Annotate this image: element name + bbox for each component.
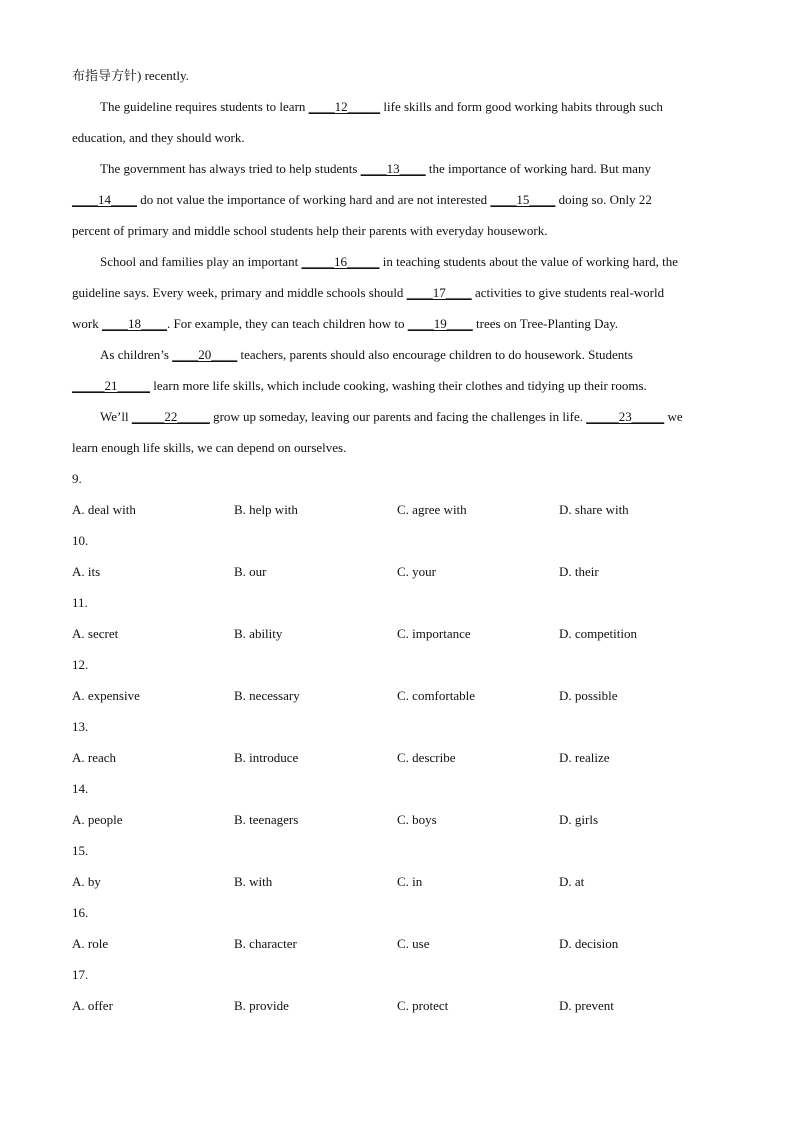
option-c[interactable]: C. protect xyxy=(397,998,449,1013)
blank-23: _____23_____ xyxy=(586,409,665,424)
question-number: 13. xyxy=(72,719,89,734)
text: work xyxy=(72,316,102,331)
option-d[interactable]: D. realize xyxy=(559,750,610,765)
blank-21: _____21_____ xyxy=(72,378,150,393)
question-number: 11. xyxy=(72,595,88,610)
option-d[interactable]: D. possible xyxy=(559,688,618,703)
option-c[interactable]: C. comfortable xyxy=(397,688,475,703)
option-b[interactable]: B. help with xyxy=(234,502,298,517)
question xyxy=(72,525,722,587)
blank-16: _____16_____ xyxy=(301,254,380,269)
text: We’ll xyxy=(100,409,132,424)
options-row xyxy=(72,618,722,649)
option-d[interactable]: D. share with xyxy=(559,502,629,517)
text: we xyxy=(664,409,683,424)
passage-line xyxy=(72,370,722,401)
blank-14: ____14____ xyxy=(72,192,137,207)
passage-line xyxy=(72,215,722,246)
text: The government has always tried to help students xyxy=(100,161,361,176)
question xyxy=(72,587,722,649)
option-c[interactable]: C. agree with xyxy=(397,502,467,517)
option-b[interactable]: B. introduce xyxy=(234,750,299,765)
options-row xyxy=(72,928,722,959)
options-row xyxy=(72,680,722,711)
option-b[interactable]: B. with xyxy=(234,874,273,889)
option-a[interactable]: A. expensive xyxy=(72,688,140,703)
passage-line xyxy=(72,277,722,308)
option-b[interactable]: B. necessary xyxy=(234,688,300,703)
options-row xyxy=(72,556,722,587)
option-b[interactable]: B. teenagers xyxy=(234,812,299,827)
text: doing so. Only 22 xyxy=(555,192,652,207)
option-c[interactable]: C. your xyxy=(397,564,436,579)
options-row xyxy=(72,990,722,1021)
options-row xyxy=(72,866,722,897)
option-a[interactable]: A. reach xyxy=(72,750,117,765)
option-b[interactable]: B. our xyxy=(234,564,267,579)
text: grow up someday, leaving our parents and facing the challenges in life. xyxy=(209,409,587,424)
option-d[interactable]: D. competition xyxy=(559,626,637,641)
passage-line xyxy=(72,122,722,153)
question xyxy=(72,835,722,897)
options-row xyxy=(72,494,722,525)
text: trees on Tree-Planting Day. xyxy=(472,316,619,331)
document-page xyxy=(72,60,722,1021)
question xyxy=(72,773,722,835)
text: life skills and form good working habits through such xyxy=(380,99,663,114)
passage-line xyxy=(72,60,722,91)
text: 布指导方针) recently. xyxy=(72,68,189,83)
blank-18: ____18____ xyxy=(101,316,167,331)
option-a[interactable]: A. deal with xyxy=(72,502,136,517)
passage-line xyxy=(72,401,722,432)
option-b[interactable]: B. provide xyxy=(234,998,289,1013)
option-c[interactable]: C. importance xyxy=(397,626,471,641)
option-c[interactable]: C. in xyxy=(397,874,423,889)
text: School and families play an important xyxy=(100,254,302,269)
option-c[interactable]: C. boys xyxy=(397,812,437,827)
text: The guideline requires students to learn xyxy=(100,99,309,114)
question-list xyxy=(72,463,722,1021)
blank-12: ____12_____ xyxy=(308,99,381,114)
text: activities to give students real-world xyxy=(471,285,665,300)
question xyxy=(72,463,722,525)
blank-19: ____19____ xyxy=(407,316,473,331)
question-number: 9. xyxy=(72,471,82,486)
blank-15: ____15____ xyxy=(490,192,556,207)
question xyxy=(72,711,722,773)
blank-22: _____22_____ xyxy=(131,409,210,424)
option-a[interactable]: A. offer xyxy=(72,998,113,1013)
passage-line xyxy=(72,246,722,277)
option-a[interactable]: A. its xyxy=(72,564,101,579)
text: learn enough life skills, we can depend on ourselves. xyxy=(72,440,347,455)
passage-line xyxy=(72,339,722,370)
text: the importance of working hard. But many xyxy=(425,161,651,176)
option-c[interactable]: C. describe xyxy=(397,750,456,765)
question-number: 12. xyxy=(72,657,89,672)
cloze-passage xyxy=(72,60,722,463)
blank-13: ____13____ xyxy=(360,161,426,176)
option-b[interactable]: B. ability xyxy=(234,626,283,641)
option-d[interactable]: D. girls xyxy=(559,812,598,827)
text: education, and they should work. xyxy=(72,130,245,145)
question-number: 14. xyxy=(72,781,89,796)
option-d[interactable]: D. prevent xyxy=(559,998,614,1013)
options-row xyxy=(72,742,722,773)
option-a[interactable]: A. secret xyxy=(72,626,119,641)
option-a[interactable]: A. role xyxy=(72,936,109,951)
option-a[interactable]: A. by xyxy=(72,874,101,889)
text: . For example, they can teach children how to xyxy=(166,316,408,331)
text: in teaching students about the value of working hard, the xyxy=(379,254,679,269)
text: As children’s xyxy=(100,347,173,362)
text: learn more life skills, which include cooking, washing their clothes and tidying up their rooms. xyxy=(150,378,647,393)
blank-17: ____17____ xyxy=(406,285,472,300)
passage-line xyxy=(72,184,722,215)
passage-line xyxy=(72,91,722,122)
option-b[interactable]: B. character xyxy=(234,936,297,951)
blank-20: ____20____ xyxy=(172,347,238,362)
question-number: 16. xyxy=(72,905,89,920)
option-d[interactable]: D. at xyxy=(559,874,585,889)
question xyxy=(72,959,722,1021)
text: percent of primary and middle school students help their parents with everyday housework. xyxy=(72,223,548,238)
passage-line xyxy=(72,153,722,184)
question-number: 10. xyxy=(72,533,89,548)
question-number: 15. xyxy=(72,843,89,858)
option-d[interactable]: D. their xyxy=(559,564,599,579)
question xyxy=(72,649,722,711)
question xyxy=(72,897,722,959)
options-row xyxy=(72,804,722,835)
question-number: 17. xyxy=(72,967,89,982)
option-d[interactable]: D. decision xyxy=(559,936,619,951)
text: guideline says. Every week, primary and middle schools should xyxy=(72,285,407,300)
text: do not value the importance of working hard and are not interested xyxy=(137,192,491,207)
passage-line xyxy=(72,308,722,339)
option-a[interactable]: A. people xyxy=(72,812,123,827)
option-c[interactable]: C. use xyxy=(397,936,430,951)
text: teachers, parents should also encourage children to do housework. Students xyxy=(237,347,633,362)
passage-line xyxy=(72,432,722,463)
